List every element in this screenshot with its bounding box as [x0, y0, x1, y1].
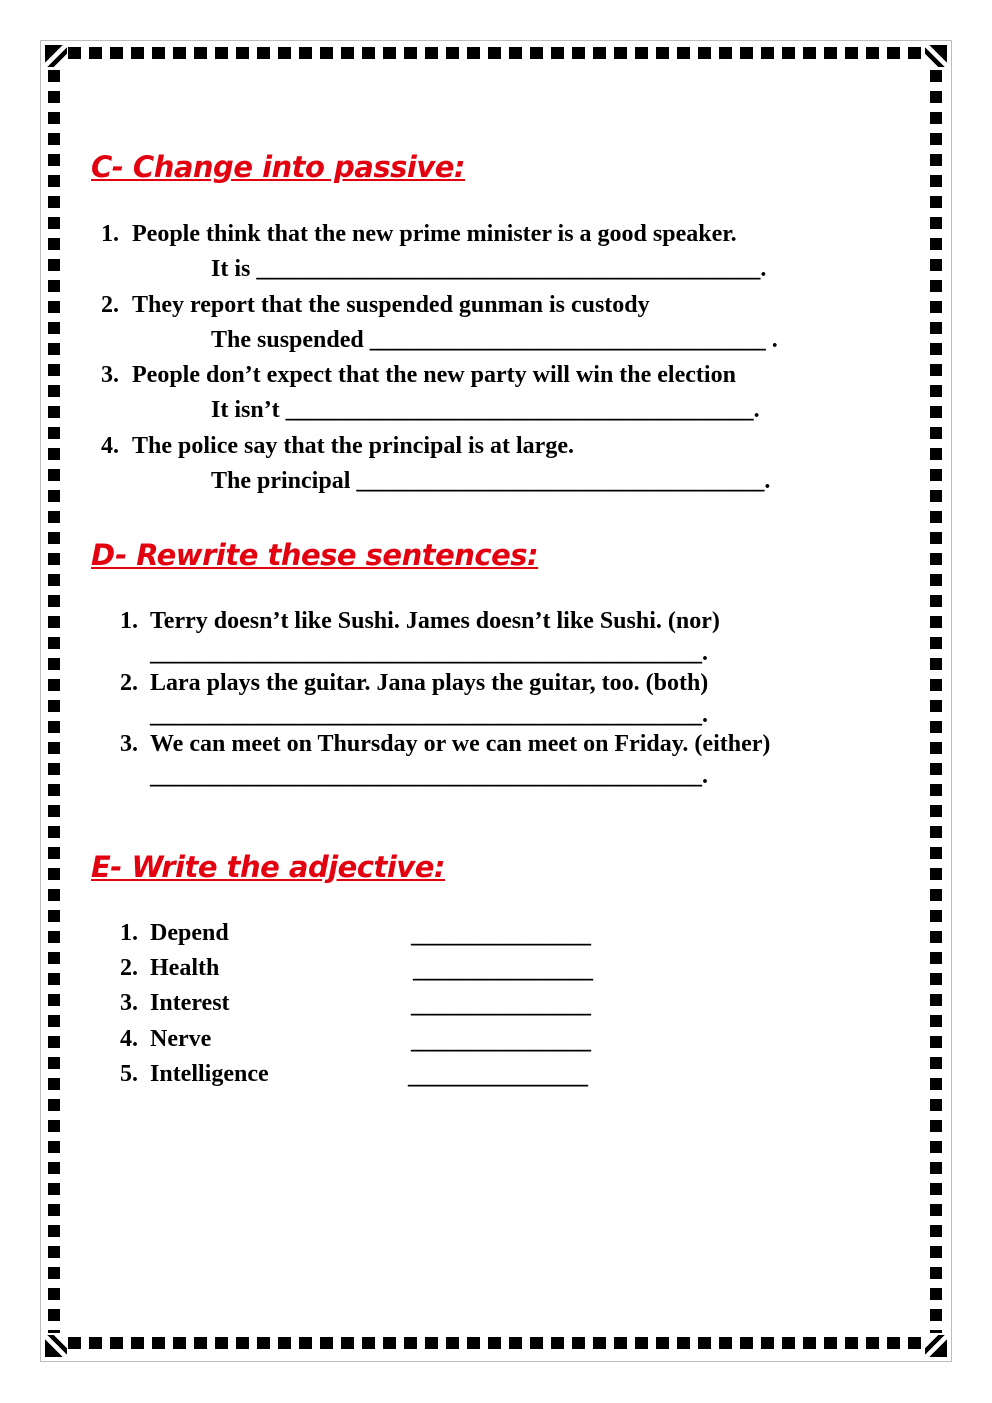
e-item-2-word: Health	[150, 955, 220, 981]
c-item-2-text: They report that the suspended gunman is custody	[132, 292, 650, 318]
c-item-3-answer: It isn’t _______________________________________.	[211, 397, 760, 423]
e-item-1-blank: _______________	[411, 922, 591, 948]
c-item-3	[101, 360, 736, 390]
c-item-2-number: 2.	[101, 292, 119, 318]
e-item-4-number: 4.	[120, 1026, 138, 1052]
c-item-3-number: 3.	[101, 362, 119, 388]
d-item-2	[120, 668, 708, 698]
e-item-4	[120, 1024, 211, 1054]
e-item-2-blank: _______________	[413, 957, 593, 983]
d-item-1-answer: ______________________________________________.	[150, 640, 708, 666]
e-item-1-number: 1.	[120, 920, 138, 946]
d-item-3-text: We can meet on Thursday or we can meet on Friday. (either)	[150, 731, 771, 757]
e-item-3	[120, 988, 230, 1018]
c-item-1-answer: It is __________________________________________.	[211, 256, 767, 282]
e-item-4-blank: _______________	[411, 1028, 591, 1054]
section-c-heading: C- Change into passive:	[91, 150, 466, 184]
e-item-5-blank: _______________	[408, 1063, 588, 1089]
c-item-4	[101, 431, 574, 461]
d-item-2-number: 2.	[120, 670, 138, 696]
d-item-1-number: 1.	[120, 608, 138, 634]
c-item-2	[101, 290, 650, 320]
d-item-3	[120, 729, 770, 759]
section-d-heading: D- Rewrite these sentences:	[91, 538, 539, 572]
border-corner-bottom-left	[45, 1335, 67, 1357]
c-item-1-text: People think that the new prime minister is a good speaker.	[132, 221, 737, 247]
section-e-heading: E- Write the adjective:	[91, 850, 445, 884]
e-item-2	[120, 953, 219, 983]
d-item-1	[120, 606, 720, 636]
e-item-3-number: 3.	[120, 990, 138, 1016]
e-item-1	[120, 918, 229, 948]
border-corner-bottom-right	[925, 1335, 947, 1357]
e-item-2-number: 2.	[120, 955, 138, 981]
border-top	[68, 47, 924, 59]
d-item-1-text: Terry doesn’t like Sushi. James doesn’t like Sushi. (nor)	[150, 608, 720, 634]
d-item-3-number: 3.	[120, 731, 138, 757]
c-item-1-number: 1.	[101, 221, 119, 247]
c-item-3-text: People don’t expect that the new party will win the election	[132, 362, 736, 388]
e-item-3-word: Interest	[150, 990, 230, 1016]
d-item-2-text: Lara plays the guitar. Jana plays the guitar, too. (both)	[150, 670, 709, 696]
e-item-3-blank: _______________	[411, 992, 591, 1018]
e-item-1-word: Depend	[150, 920, 229, 946]
d-item-3-answer: ______________________________________________.	[150, 763, 708, 789]
c-item-2-answer: The suspended _________________________________ .	[211, 327, 778, 353]
border-left	[48, 70, 60, 1333]
e-item-5-number: 5.	[120, 1061, 138, 1087]
border-corner-top-right	[925, 45, 947, 67]
border-bottom	[68, 1337, 924, 1349]
e-item-5	[120, 1059, 269, 1089]
border-corner-top-left	[45, 45, 67, 67]
c-item-4-answer: The principal __________________________________.	[211, 468, 771, 494]
c-item-1	[101, 219, 737, 249]
d-item-2-answer: ______________________________________________.	[150, 702, 708, 728]
e-item-4-word: Nerve	[150, 1026, 212, 1052]
c-item-4-number: 4.	[101, 433, 119, 459]
e-item-5-word: Intelligence	[150, 1061, 269, 1087]
border-right	[930, 70, 942, 1333]
c-item-4-text: The police say that the principal is at large.	[132, 433, 574, 459]
